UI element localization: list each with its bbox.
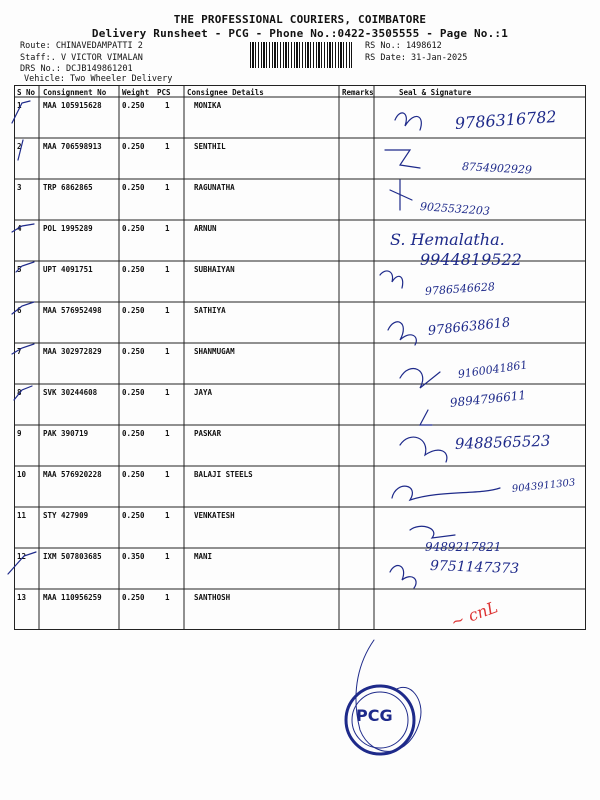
signature-phone-9: 9488565523 — [454, 431, 551, 453]
row-sno: 11 — [17, 511, 27, 520]
signature-phone-2: 8754902929 — [461, 160, 533, 177]
row-sno: 5 — [17, 265, 22, 274]
row-consignment-no: TRP 6862865 — [43, 183, 93, 192]
row-weight: 0.250 — [122, 470, 145, 479]
row-consignee: ARNUN — [194, 224, 217, 233]
rs-number: RS No.: 1498612 — [365, 41, 442, 51]
row-weight: 0.250 — [122, 306, 145, 315]
row-pcs: 1 — [165, 388, 170, 397]
sig-scrawl-3 — [390, 180, 412, 210]
row-weight: 0.250 — [122, 142, 145, 151]
sig-scrawl-5 — [380, 271, 403, 288]
row-sno: 1 — [17, 101, 22, 110]
signature-phone-4: 9944819522 — [420, 250, 522, 269]
row-sno: 7 — [17, 347, 22, 356]
signature-phone-8: 9894796611 — [449, 388, 527, 410]
signature-phone-7: 9160041861 — [457, 358, 529, 381]
route-label: Route: CHINAVEDAMPATTI 2 — [20, 41, 143, 51]
row-consignment-no: PAK 390719 — [43, 429, 89, 438]
row-consignment-no: SVK 30244608 — [43, 388, 98, 397]
row-pcs: 1 — [165, 593, 170, 602]
sig-scrawl-7 — [400, 369, 440, 388]
signature-phone-11: 9489217821 — [425, 540, 502, 554]
row-consignee: MANI — [194, 552, 213, 561]
vehicle-label: Vehicle: Two Wheeler Delivery — [24, 74, 173, 84]
row-pcs: 1 — [165, 265, 170, 274]
row-sno: 8 — [17, 388, 22, 397]
row-consignee: JAYA — [194, 388, 213, 397]
sig-scrawl-6 — [388, 322, 416, 345]
row-sno: 9 — [17, 429, 22, 438]
signature-phone-1: 9786316782 — [454, 106, 558, 133]
col-header-pcs: PCS — [157, 88, 171, 97]
row-pcs: 1 — [165, 511, 170, 520]
row-consignment-no: MAA 302972829 — [43, 347, 102, 356]
row-consignment-no: UPT 4091751 — [43, 265, 93, 274]
row-pcs: 1 — [165, 101, 170, 110]
row-sno: 10 — [17, 470, 27, 479]
row-weight: 0.250 — [122, 101, 145, 110]
row-weight: 0.250 — [122, 388, 145, 397]
col-header-sno: S No — [17, 88, 36, 97]
row-sno: 12 — [17, 552, 27, 561]
sig-scrawl-9 — [400, 437, 447, 462]
runsheet-title: Delivery Runsheet - PCG - Phone No.:0422-3505555 - Page No.:1 — [91, 27, 509, 40]
sig-scrawl-10 — [392, 486, 500, 500]
row-pcs: 1 — [165, 306, 170, 315]
row-consignee: SHANMUGAM — [194, 347, 235, 356]
row-pcs: 1 — [165, 347, 170, 356]
row-pcs: 1 — [165, 183, 170, 192]
row-weight: 0.250 — [122, 265, 145, 274]
col-header-remarks: Remarks — [342, 88, 374, 97]
row-consignment-no: IXM 507803685 — [43, 552, 102, 561]
company-title: THE PROFESSIONAL COURIERS, COIMBATORE — [173, 13, 427, 26]
row-weight: 0.250 — [122, 183, 145, 192]
row-pcs: 1 — [165, 470, 170, 479]
row-consignee: PASKAR — [194, 429, 222, 438]
signature-name-4: S. Hemalatha. — [390, 230, 505, 249]
row-consignment-no: MAA 576952498 — [43, 306, 102, 315]
row-consignee: SENTHIL — [194, 142, 226, 151]
row-sno: 6 — [17, 306, 22, 315]
row-consignee: RAGUNATHA — [194, 183, 235, 192]
check-mark-1 — [12, 101, 30, 123]
row-sno: 2 — [17, 142, 22, 151]
check-mark-2 — [18, 140, 23, 160]
check-mark-8 — [14, 386, 32, 400]
rs-date: RS Date: 31-Jan-2025 — [365, 53, 468, 63]
signature-phone-5: 9786546628 — [424, 280, 496, 298]
sig-scrawl-2 — [385, 150, 420, 168]
row-consignee: SATHIYA — [194, 306, 226, 315]
drs-number: DRS No.: DCJB149861201 — [20, 64, 133, 74]
row-weight: 0.250 — [122, 347, 145, 356]
row-consignee: MONIKA — [194, 101, 222, 110]
row-consignee: BALAJI STEELS — [194, 470, 253, 479]
row-sno: 3 — [17, 183, 22, 192]
row-consignee: SANTHOSH — [194, 593, 231, 602]
signature-phone-12: 9751147373 — [429, 558, 520, 578]
row-consignment-no: MAA 110956259 — [43, 593, 102, 602]
row-consignment-no: MAA 105915628 — [43, 101, 102, 110]
check-mark-7 — [12, 344, 34, 354]
row-pcs: 1 — [165, 142, 170, 151]
row-pcs: 1 — [165, 552, 170, 561]
row-pcs: 1 — [165, 429, 170, 438]
row-weight: 0.250 — [122, 511, 145, 520]
col-header-weight: Weight — [122, 88, 150, 97]
row-consignee: SUBHAIYAN — [194, 265, 235, 274]
col-header-seal: Seal & Signature — [399, 88, 472, 97]
check-mark-5 — [16, 262, 34, 272]
row-pcs: 1 — [165, 224, 170, 233]
col-header-consignee: Consignee Details — [187, 88, 264, 97]
row-weight: 0.250 — [122, 593, 145, 602]
signature-phone-10: 9043911303 — [511, 477, 576, 495]
signature-phone-3: 9025532203 — [419, 200, 491, 218]
check-mark-12 — [8, 552, 36, 574]
row-sno: 4 — [17, 224, 22, 233]
row-consignment-no: POL 1995289 — [43, 224, 93, 233]
col-header-consignment: Consignment No — [43, 88, 107, 97]
row-consignment-no: STY 427909 — [43, 511, 89, 520]
sig-scrawl-11 — [410, 526, 455, 538]
row-consignment-no: MAA 576920228 — [43, 470, 102, 479]
row-weight: 0.250 — [122, 429, 145, 438]
sig-scrawl-1 — [395, 113, 421, 130]
sig-scrawl-8 — [420, 410, 432, 425]
stamp-label: PCG — [356, 706, 393, 725]
sig-scrawl-12 — [390, 566, 416, 588]
check-mark-6 — [12, 302, 34, 314]
staff-label: Staff:. V VICTOR VIMALAN — [20, 53, 143, 63]
check-mark-4 — [12, 224, 34, 232]
row-consignee: VENKATESH — [194, 511, 235, 520]
red-ink-scribble: ~ cnL — [448, 597, 501, 632]
row-weight: 0.350 — [122, 552, 145, 561]
row-weight: 0.250 — [122, 224, 145, 233]
signature-phone-6: 9786638618 — [427, 315, 512, 339]
row-consignment-no: MAA 706598913 — [43, 142, 102, 151]
row-sno: 13 — [17, 593, 27, 602]
